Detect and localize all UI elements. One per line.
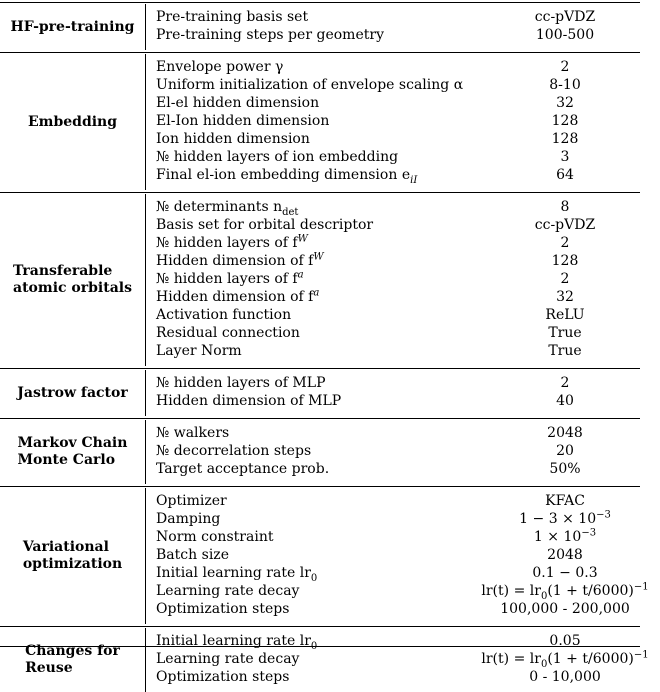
parameter-value: 128 <box>551 253 579 269</box>
section-1 <box>0 54 640 190</box>
section-5 <box>0 488 649 624</box>
parameter-name: Pre-training basis set <box>156 9 309 25</box>
parameter-value: cc-pVDZ <box>534 9 596 25</box>
parameter-name: Envelope power γ <box>156 59 284 75</box>
parameter-name: El-el hidden dimension <box>156 95 320 111</box>
parameter-value: True <box>548 325 582 341</box>
parameter-value: $1 \times 10^{-3}$ <box>533 527 597 545</box>
parameter-value: 128 <box>551 113 579 129</box>
parameter-value: 20 <box>556 443 574 459</box>
parameter-name: Initial learning rate $lr_0$ <box>156 565 318 584</box>
category-label: Transferable atomic orbitals <box>13 263 132 296</box>
parameter-name: Initial learning rate $lr_0$ <box>156 633 318 652</box>
parameter-value: 40 <box>556 393 574 409</box>
category-label: Jastrow factor <box>17 384 128 401</box>
table-row <box>0 528 640 546</box>
section-4 <box>0 420 640 484</box>
parameter-value: $lr(t) = lr_0(1 + t/6000)^{-1}$ <box>481 649 649 670</box>
section-divider <box>0 192 640 193</box>
parameter-name: № determinants $n_{det}$ <box>156 199 299 218</box>
parameter-name: Norm constraint <box>156 529 274 545</box>
table-row <box>0 58 640 76</box>
section-divider <box>0 486 640 487</box>
parameter-name: Optimizer <box>156 493 227 509</box>
table-row <box>0 668 640 686</box>
parameter-value: True <box>548 343 582 359</box>
parameter-name: № decorrelation steps <box>156 443 312 459</box>
table-row <box>0 342 640 360</box>
parameter-value: 32 <box>556 95 574 111</box>
parameter-name: Final el-ion embedding dimension $e_{iI}$ <box>156 167 418 186</box>
parameter-name: El-Ion hidden dimension <box>156 113 330 129</box>
table-row <box>0 632 640 650</box>
table-row <box>0 148 640 166</box>
parameter-name: Hidden dimension of MLP <box>156 393 342 409</box>
parameter-name: № hidden layers of $f^a$ <box>156 269 304 287</box>
parameter-name: Batch size <box>156 547 229 563</box>
parameter-name: № hidden layers of $f^W$ <box>156 233 308 251</box>
parameter-value: $lr(t) = lr_0(1 + t/6000)^{-1}$ <box>481 581 649 602</box>
table-row <box>0 564 640 582</box>
parameter-name: Target acceptance prob. <box>156 461 330 477</box>
table-row <box>0 216 640 234</box>
table-row <box>0 234 640 252</box>
section-divider <box>0 418 640 419</box>
parameter-name: Learning rate decay <box>156 583 300 599</box>
table-row <box>0 166 640 184</box>
parameter-value: 100-500 <box>535 27 595 43</box>
parameter-value: 32 <box>556 289 574 305</box>
parameter-name: Uniform initialization of envelope scaling α <box>156 77 464 93</box>
parameter-value: 50% <box>549 461 581 477</box>
parameter-name: Hidden dimension of $f^W$ <box>156 251 324 269</box>
parameter-value: 0 - 10,000 <box>529 669 601 685</box>
parameter-name: Hidden dimension of $f^a$ <box>156 287 320 305</box>
table-row <box>0 288 640 306</box>
section-divider <box>0 52 640 53</box>
parameter-value: 2 <box>560 271 570 287</box>
section-3 <box>0 370 640 416</box>
parameter-name: Residual connection <box>156 325 300 341</box>
table-row <box>0 306 640 324</box>
section-0 <box>0 4 640 50</box>
table-row <box>0 442 640 460</box>
table-row <box>0 581 649 602</box>
table-row <box>0 112 640 130</box>
table-row <box>0 76 640 94</box>
category-label: Variational optimization <box>22 539 123 572</box>
parameter-value: 3 <box>560 149 570 165</box>
table-row <box>0 374 640 392</box>
parameter-name: Damping <box>156 511 221 527</box>
section-divider <box>0 2 640 3</box>
parameter-value: $1 - 3 \times 10^{-3}$ <box>519 509 611 527</box>
table-row <box>0 546 640 564</box>
table-row <box>0 252 640 270</box>
parameter-name: № hidden layers of ion embedding <box>156 149 399 165</box>
parameter-name: Pre-training steps per geometry <box>156 27 385 43</box>
parameter-name: № walkers <box>156 425 230 441</box>
table-row <box>0 94 640 112</box>
parameter-value: 0.05 <box>549 633 581 649</box>
parameter-value: 2 <box>560 235 570 251</box>
parameter-value: KFAC <box>545 493 585 509</box>
table-row <box>0 130 640 148</box>
table-row <box>0 424 640 442</box>
parameter-name: Basis set for orbital descriptor <box>156 217 374 233</box>
table-row <box>0 198 640 216</box>
table-row <box>0 510 640 528</box>
parameter-value: 128 <box>551 131 579 147</box>
section-divider <box>0 368 640 369</box>
parameter-value: 0.1 − 0.3 <box>532 565 598 581</box>
section-2 <box>0 194 640 366</box>
parameter-value: ReLU <box>545 307 585 323</box>
table-row <box>0 600 640 618</box>
parameter-name: Activation function <box>156 307 292 323</box>
category-label: Embedding <box>27 113 118 130</box>
table-row <box>0 649 649 670</box>
table-row <box>0 270 640 288</box>
parameter-value: 8-10 <box>549 77 581 93</box>
parameter-value: 2048 <box>547 425 583 441</box>
parameter-name: Learning rate decay <box>156 651 300 667</box>
table-row <box>0 392 640 410</box>
parameter-value: 2 <box>560 59 570 75</box>
parameter-value: 2048 <box>547 547 583 563</box>
table-row <box>0 460 640 478</box>
parameter-value: 100,000 - 200,000 <box>500 601 630 617</box>
parameter-name: Ion hidden dimension <box>156 131 310 147</box>
section-divider <box>0 626 640 627</box>
category-label: Markov Chain Monte Carlo <box>17 435 128 468</box>
table-row <box>0 324 640 342</box>
table-row <box>0 492 640 510</box>
parameter-value: cc-pVDZ <box>534 217 596 233</box>
parameter-name: Layer Norm <box>156 343 242 359</box>
parameter-name: Optimization steps <box>156 669 290 685</box>
section-6 <box>0 628 649 692</box>
table-row <box>0 26 640 44</box>
parameter-value: 8 <box>560 199 570 215</box>
category-label: HF-pre-training <box>10 18 135 35</box>
parameter-name: Optimization steps <box>156 601 290 617</box>
parameter-value: 2 <box>560 375 570 391</box>
bottom-rule <box>0 646 640 647</box>
parameter-value: 64 <box>556 167 574 183</box>
parameter-name: № hidden layers of MLP <box>156 375 326 391</box>
table-row <box>0 8 640 26</box>
category-label: Changes for Reuse <box>25 643 120 676</box>
